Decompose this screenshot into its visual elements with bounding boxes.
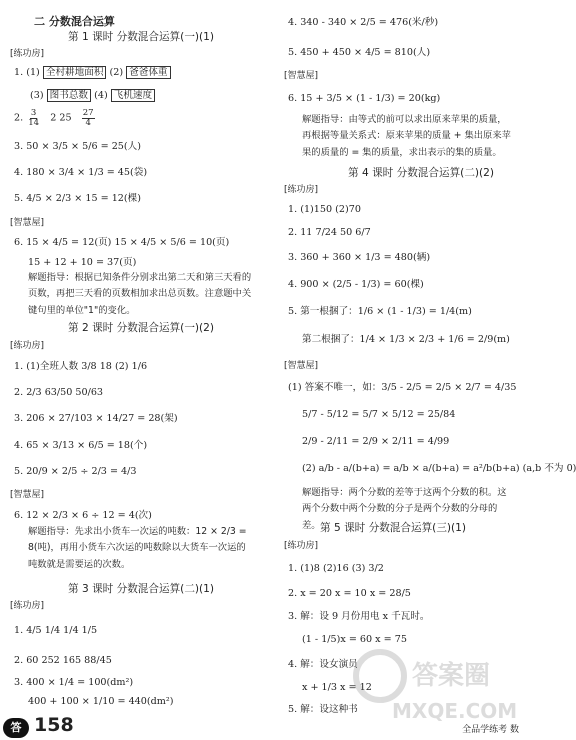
answer-6: 6. 15 × 4/5 = 12(页) 15 × 4/5 × 5/6 = 10(页) xyxy=(14,237,230,248)
watermark-logo xyxy=(352,636,518,726)
lesson-1-title: 第 1 课时 分数混合运算(一)(1) xyxy=(68,31,215,43)
answer-3-1: 1. 4/5 1/4 1/4 1/5 xyxy=(14,625,98,636)
answer-1-box2: 爸爸体重 xyxy=(126,66,170,79)
answer-4-6: (1) 答案不唯一，如：3/5 - 2/5 = 2/5 × 2/7 = 4/35 xyxy=(288,382,517,393)
solution-hint-1: 解题指导：根据已知条件分别求出第二天和第三天看的页数，再把三天看的页数相加求出总页数。注意题中关键句里的单位"1"的变化。 xyxy=(28,272,252,316)
footer-brand: 全品学练考 数 xyxy=(462,725,519,735)
answer-4-6c: 2/9 - 2/11 = 2/9 × 2/11 = 4/99 xyxy=(302,436,450,447)
answer-2-6: 6. 12 × 2/3 × 6 ÷ 12 = 4(次) xyxy=(14,510,152,521)
answer-4-1: 1. (1)150 (2)70 xyxy=(288,204,361,215)
answer-3-2: 2. 60 252 165 88/45 xyxy=(14,655,112,666)
answer-2-num: 2. xyxy=(14,112,24,124)
answer-1-line2 xyxy=(30,90,155,102)
practice-tag: [练功房] xyxy=(10,341,45,351)
answer-1-prefix: 1. (1) xyxy=(14,67,40,78)
answer-1b-box1: 图书总数 xyxy=(47,89,91,102)
answer-2-4: 4. 65 × 3/13 × 6/5 = 18(个) xyxy=(14,440,148,451)
answer-4-6b: 5/7 - 5/12 = 5/7 × 5/12 = 25/84 xyxy=(302,409,456,420)
wisdom-tag: [智慧屋] xyxy=(284,361,319,371)
answer-4-2: 2. 11 7/24 50 6/7 xyxy=(288,227,371,238)
solution-hint-3: 解题指导：由等式的前可以求出原来苹果的质量，再根据等量关系式：原来苹果的质量 + 集出原来苹果的质量的 = 集的质量，求出表示的集的质量。 xyxy=(302,114,511,158)
watermark-text-cn: 答案圈 xyxy=(412,661,491,691)
answer-5-3b: (1 - 1/5)x = 60 x = 75 xyxy=(302,634,407,645)
answer-2 xyxy=(14,109,96,127)
answer-6b: 15 + 12 + 10 = 37(页) xyxy=(28,257,137,268)
answer-2-2: 2. 2/3 63/50 50/63 xyxy=(14,387,104,398)
answer-5-1: 1. (1)8 (2)16 (3) 3/2 xyxy=(288,563,384,574)
answer-2-1: 1. (1)全班人数 3/8 18 (2) 1/6 xyxy=(14,361,148,372)
answer-1-mid: (2) xyxy=(109,67,124,78)
lesson-4-title: 第 4 课时 分数混合运算(二)(2) xyxy=(348,167,495,179)
answer-5-2: 2. x = 20 x = 10 x = 28/5 xyxy=(288,588,411,599)
solution-hint-4: 解题指导：两个分数的差等于这两个分数的积。这两个分数中两个分数的分子是两个分数的分母的差。 xyxy=(302,487,507,531)
lesson-3-title: 第 3 课时 分数混合运算(二)(1) xyxy=(68,583,215,595)
answer-5-3: 3. 解：设 9 月份用电 x 千瓦时。 xyxy=(288,611,430,622)
solution-hint-2: 解题指导：先求出小货车一次运的吨数：12 × 2/3 = 8(吨)，再用小货车六次运的吨数除以大货车一次运的吨数就是需要运的次数。 xyxy=(28,526,247,570)
answer-1-line1 xyxy=(14,67,171,79)
page-number: 158 xyxy=(34,714,74,736)
practice-tag: [练功房] xyxy=(10,601,45,611)
answer-4-5b: 第二根捆了：1/4 × 1/3 × 2/3 + 1/6 = 2/9(m) xyxy=(302,334,510,345)
numerator: 27 xyxy=(82,108,94,118)
answer-1-box1: 全村耕地面积 xyxy=(43,66,107,79)
answer-2-5: 5. 20/9 × 2/5 ÷ 2/3 = 4/3 xyxy=(14,466,137,477)
answer-5-4b: x + 1/3 x = 12 xyxy=(302,682,372,693)
answer-r5: 5. 450 + 450 × 4/5 = 810(人) xyxy=(288,47,431,58)
answer-r6: 6. 15 + 3/5 × (1 - 1/3) = 20(kg) xyxy=(288,93,441,104)
wisdom-tag: [智慧屋] xyxy=(284,71,319,81)
watermark-ring xyxy=(356,652,404,700)
watermark-text-url: MXQE.COM xyxy=(392,699,518,723)
wisdom-tag: [智慧屋] xyxy=(10,218,45,228)
answer-3: 3. 50 × 3/5 × 5/6 = 25(人) xyxy=(14,141,141,152)
fraction xyxy=(27,109,40,127)
answer-3-4: 400 + 100 × 1/10 = 440(dm²) xyxy=(28,696,174,707)
answer-3-3: 3. 400 × 1/4 = 100(dm²) xyxy=(14,677,134,688)
practice-tag: [练功房] xyxy=(284,541,319,551)
right-column xyxy=(262,0,576,740)
answer-2-values: 2 25 xyxy=(50,112,72,124)
numerator: 3 xyxy=(30,108,37,118)
denominator: 14 xyxy=(28,117,40,128)
section-title: 二 分数混合运算 xyxy=(34,15,115,28)
answer-4: 4. 180 × 3/4 × 1/3 = 45(袋) xyxy=(14,167,148,178)
practice-tag: [练功房] xyxy=(284,185,319,195)
answer-2-3: 3. 206 × 27/103 × 14/27 = 28(架) xyxy=(14,413,178,424)
answer-1b-box2: 飞机速度 xyxy=(111,89,155,102)
left-column xyxy=(0,0,262,740)
fraction xyxy=(82,109,95,127)
page-badge-icon: 答 xyxy=(3,718,29,738)
lesson-5-title: 第 5 课时 分数混合运算(三)(1) xyxy=(320,522,467,534)
answer-1b-prefix: (3) xyxy=(30,90,44,101)
wisdom-tag: [智慧屋] xyxy=(10,490,45,500)
practice-tag: [练功房] xyxy=(10,49,45,59)
lesson-2-title: 第 2 课时 分数混合运算(一)(2) xyxy=(68,322,215,334)
answer-4-5: 5. 第一根捆了：1/6 × (1 - 1/3) = 1/4(m) xyxy=(288,306,472,317)
answer-5: 5. 4/5 × 2/3 × 15 = 12(棵) xyxy=(14,193,141,204)
denominator: 4 xyxy=(85,117,91,128)
answer-r4: 4. 340 - 340 × 2/5 = 476(米/秒) xyxy=(288,17,439,28)
answer-5-5: 5. 解：设这种书 xyxy=(288,704,358,715)
answer-4-6d: (2) a/b - a/(b+a) = a/b × a/(b+a) = a²/b(b+a) (a,b 不为 0) xyxy=(302,463,576,474)
answer-4-4: 4. 900 × (2/5 - 1/3) = 60(棵) xyxy=(288,279,424,290)
answer-1b-mid: (4) xyxy=(94,90,108,101)
answer-4-3: 3. 360 + 360 × 1/3 = 480(辆) xyxy=(288,252,431,263)
answer-5-4: 4. 解：设女演员 xyxy=(288,659,358,670)
